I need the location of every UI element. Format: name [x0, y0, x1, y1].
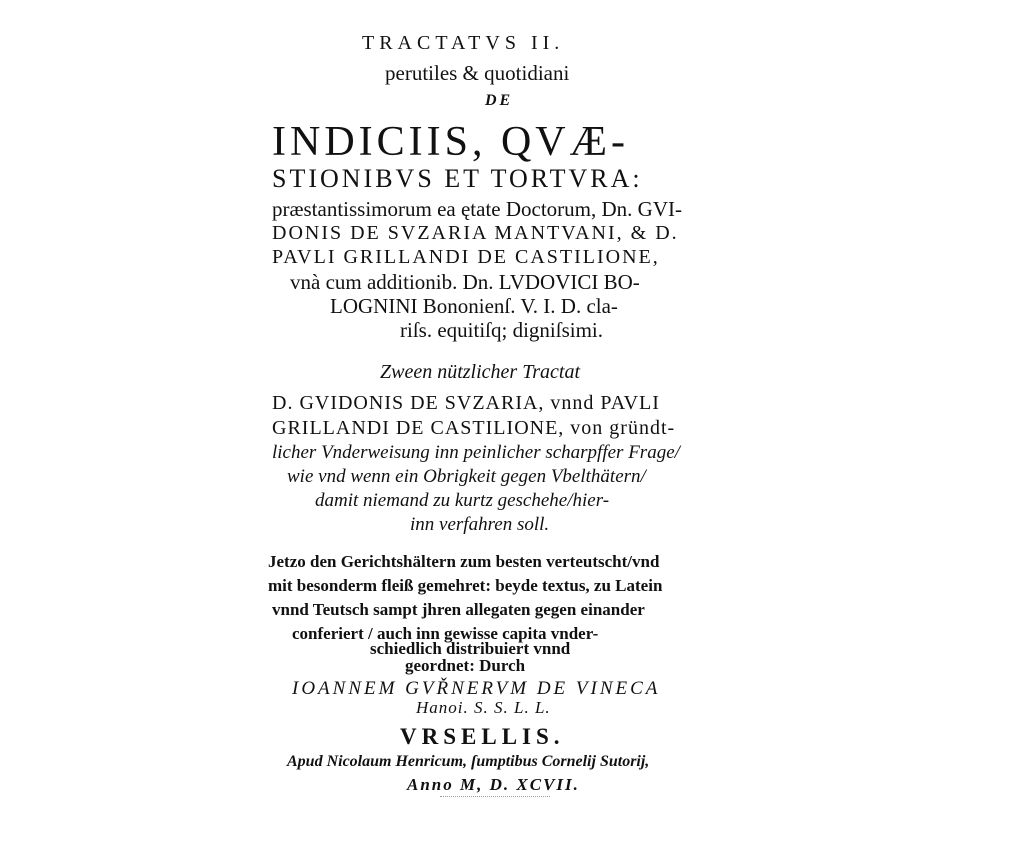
german-line-2: GRILLANDI DE CASTILIONE, von gründt- [272, 417, 676, 439]
author-name: IOANNEM GVŘNERVM DE VINECA [292, 678, 661, 699]
fraktur-line-3: vnnd Teutsch sampt jhren allegaten gegen einander [272, 600, 645, 619]
german-line-3: licher Vnderweisung inn peinlicher scharpffer Frage/ [272, 442, 680, 463]
trailing-marks [440, 796, 550, 801]
main-title-stionibus: STIONIBVS ET TORTVRA: [272, 164, 643, 193]
latin-line-2: DONIS DE SVZARIA MANTVANI, & D. [272, 222, 679, 244]
latin-line-3: PAVLI GRILLANDI DE CASTILIONE, [272, 246, 660, 268]
author-suffix: Hanoi. S. S. L. L. [416, 698, 551, 717]
latin-line-5: LOGNINI Bononienſ. V. I. D. cla- [330, 294, 618, 318]
fraktur-line-5: schiedlich distribuiert vnnd [370, 639, 571, 658]
german-line-6: inn verfahren soll. [410, 514, 550, 535]
fraktur-line-4: conferiert / auch inn gewisse capita vnder- [292, 624, 599, 643]
german-line-5: damit niemand zu kurtz geschehe/hier- [315, 490, 610, 511]
latin-line-4: vnà cum additionib. Dn. LVDOVICI BO- [290, 270, 640, 294]
german-line-4: wie vnd wenn ein Obrigkeit gegen Vbelthätern/ [287, 466, 646, 487]
german-line-1: D. GVIDONIS DE SVZARIA, vnnd PAVLI [272, 392, 660, 414]
imprint-publisher: Apud Nicolaum Henricum, ſumptibus Cornelij Sutorij, [287, 753, 650, 770]
imprint-place: VRSELLIS. [400, 724, 565, 749]
fraktur-line-2: mit besonderm fleiß gemehret: beyde textus, zu Latein [268, 576, 663, 595]
de-line: DE [485, 92, 514, 109]
tractatus-heading: TRACTATVS II. [362, 32, 565, 54]
perutiles-line: perutiles & quotidiani [385, 61, 570, 85]
latin-line-6: riſs. equitiſq; digniſsimi. [400, 318, 604, 342]
german-heading: Zween nützlicher Tractat [380, 361, 580, 383]
main-title-indiciis: INDICIIS, QVÆ- [272, 119, 629, 165]
latin-line-1: præstantissimorum ea ętate Doctorum, Dn. GVI- [272, 197, 682, 221]
fraktur-line-1: Jetzo den Gerichtshältern zum besten verteutscht/vnd [268, 552, 660, 571]
fraktur-line-6: geordnet: Durch [405, 656, 526, 675]
imprint-year: Anno M, D. XCVII. [407, 775, 580, 794]
